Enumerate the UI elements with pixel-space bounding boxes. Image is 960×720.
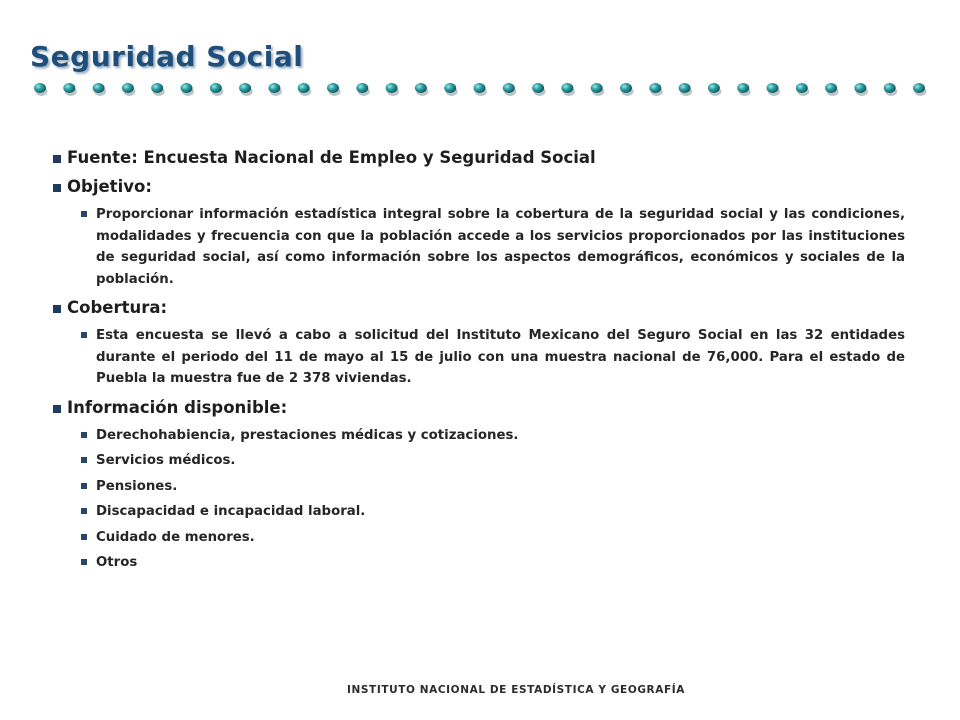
decorative-dot-icon [93,83,105,93]
square-bullet-icon [53,405,61,413]
fuente-text: Fuente: Encuesta Nacional de Empleo y Seguridad Social [67,148,596,167]
decorative-dot-icon [591,83,603,93]
decorative-dot-icon [181,83,193,93]
cobertura-text: Esta encuesta se llevó a cabo a solicitud del Instituto Mexicano del Seguro Social en las 32 entidades durante el periodo del 11 de mayo al 15 de julio con una muestra nacional de 76,000. Para el estado de Puebla la muestra fue de 2 378 viviendas. [96,328,905,386]
decorative-dot-icon [34,83,46,93]
slide-content [53,146,905,580]
informacion-item-text: Pensiones. [96,478,178,494]
objetivo-heading: Objetivo: [67,177,152,196]
cobertura-subitem [81,325,905,390]
square-bullet-icon [81,483,87,489]
decorative-dot-icon [239,83,251,93]
decorative-dot-icon [503,83,515,93]
square-bullet-icon [81,508,87,514]
decorative-dot-icon [415,83,427,93]
square-bullet-icon [53,155,61,163]
decorative-dot-icon [122,83,134,93]
decorative-dot-icon [474,83,486,93]
decorative-dot-icon [561,83,573,93]
square-bullet-icon [81,457,87,463]
list-item [81,425,905,447]
objetivo-subitem [81,204,905,290]
square-bullet-icon [81,332,87,338]
decorative-dot-icon [268,83,280,93]
decorative-dot-icon [913,83,925,93]
informacion-item-text: Derechohabiencia, prestaciones médicas y cotizaciones. [96,427,519,443]
square-bullet-icon [81,432,87,438]
square-bullet-icon [53,305,61,313]
list-item [81,476,905,498]
decorative-dot-icon [298,83,310,93]
decorative-dot-icon [386,83,398,93]
square-bullet-icon [81,211,87,217]
decorative-dot-icon [737,83,749,93]
decorative-dot-icon [151,83,163,93]
informacion-heading: Información disponible: [67,397,288,417]
list-item [81,527,905,549]
decorative-dot-icon [679,83,691,93]
list-item [81,552,905,574]
decorative-dot-icon [327,83,339,93]
footer-institution: INSTITUTO NACIONAL DE ESTADÍSTICA Y GEOGRAFÍA [347,684,685,696]
main-bullet-list [53,146,905,574]
slide-title: Seguridad Social [30,40,304,73]
informacion-item-text: Otros [96,555,138,570]
fuente-item [53,146,905,170]
informacion-sublist [81,425,905,574]
square-bullet-icon [81,559,87,565]
informacion-item [53,396,905,574]
objetivo-sublist [81,204,905,290]
decorative-dot-icon [444,83,456,93]
decorative-dot-icon [796,83,808,93]
decorative-dot-icon [649,83,661,93]
cobertura-heading: Cobertura: [67,298,168,317]
decorative-dot-icon [63,83,75,93]
decorative-dot-icon [884,83,896,93]
decorative-dot-icon [708,83,720,93]
decorative-dot-icon [854,83,866,93]
cobertura-sublist [81,325,905,390]
informacion-item-text: Servicios médicos. [96,453,236,468]
decorative-dot-icon [825,83,837,93]
informacion-item-text: Discapacidad e incapacidad laboral. [96,504,366,519]
list-item [81,501,905,523]
objetivo-text: Proporcionar información estadística integral sobre la cobertura de la seguridad social y las condiciones, modalidades y frecuencia con que la población accede a los servicios proporcionados por las instituciones de seguridad social, así como información sobre los aspectos demográficos, económicos y sociales de la población. [96,207,905,287]
decorative-dot-row [28,78,938,100]
decorative-dot-icon [620,83,632,93]
decorative-dot-icon [356,83,368,93]
cobertura-item [53,296,905,390]
decorative-dot-icon [210,83,222,93]
square-bullet-icon [81,534,87,540]
objetivo-item [53,175,905,290]
decorative-dot-icon [767,83,779,93]
list-item [81,450,905,472]
decorative-dot-icon [532,83,544,93]
square-bullet-icon [53,184,61,192]
informacion-item-text: Cuidado de menores. [96,529,255,545]
